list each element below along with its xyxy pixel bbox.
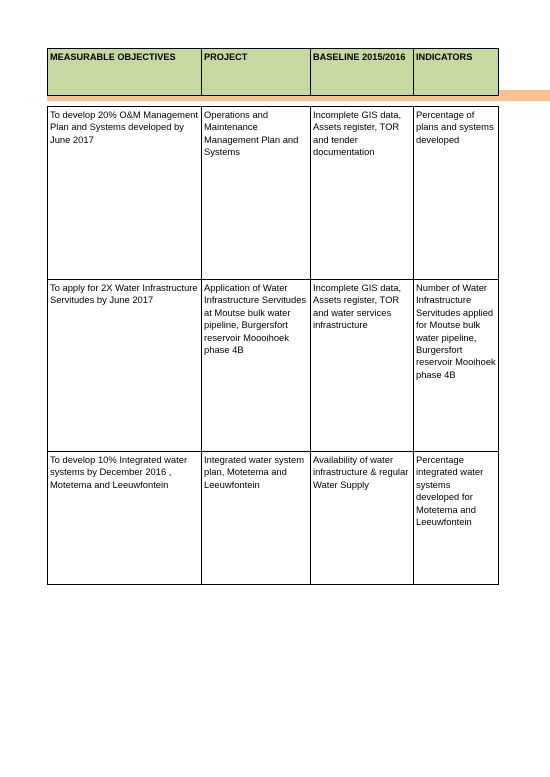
header-objectives: MEASURABLE OBJECTIVES — [48, 49, 202, 96]
header-row — [48, 49, 499, 96]
indicator-cell: Percentage of plans and systems developed — [414, 107, 499, 280]
objective-cell: To apply for 2X Water Infrastructure Servitudes by June 2017 — [48, 280, 202, 452]
spacer-row — [48, 96, 499, 107]
table-row — [48, 452, 499, 585]
project-cell: Application of Water Infrastructure Servitudes at Moutse bulk water pipeline, Burgersfort reservoir Moooihoek phase 4B — [202, 280, 311, 452]
header-project: PROJECT — [202, 49, 311, 96]
header-indicators: INDICATORS — [414, 49, 499, 96]
objective-cell: To develop 20% O&M Management Plan and Systems developed by June 2017 — [48, 107, 202, 280]
project-cell: Integrated water system plan, Motetema and Leeuwfontein — [202, 452, 311, 585]
project-cell: Operations and Maintenance Management Plan and Systems — [202, 107, 311, 280]
indicator-cell: Percentage integrated water systems developed for Motetema and Leeuwfontein — [414, 452, 499, 585]
objectives-table — [47, 48, 499, 585]
baseline-cell: Incomplete GIS data, Assets register, TOR and tender documentation — [311, 107, 414, 280]
objective-cell: To develop 10% Integrated water systems by December 2016 , Motetema and Leeuwfontein — [48, 452, 202, 585]
table-row — [48, 107, 499, 280]
indicator-cell: Number of Water Infrastructure Servitudes applied for Moutse bulk water pipeline, Burgersfort reservoir Mooihoek phase 4B — [414, 280, 499, 452]
baseline-cell: Incomplete GIS data, Assets register, TOR and water services infrastructure — [311, 280, 414, 452]
header-baseline: BASELINE 2015/2016 — [311, 49, 414, 96]
baseline-cell: Availability of water infrastructure & regular Water Supply — [311, 452, 414, 585]
table-row — [48, 280, 499, 452]
